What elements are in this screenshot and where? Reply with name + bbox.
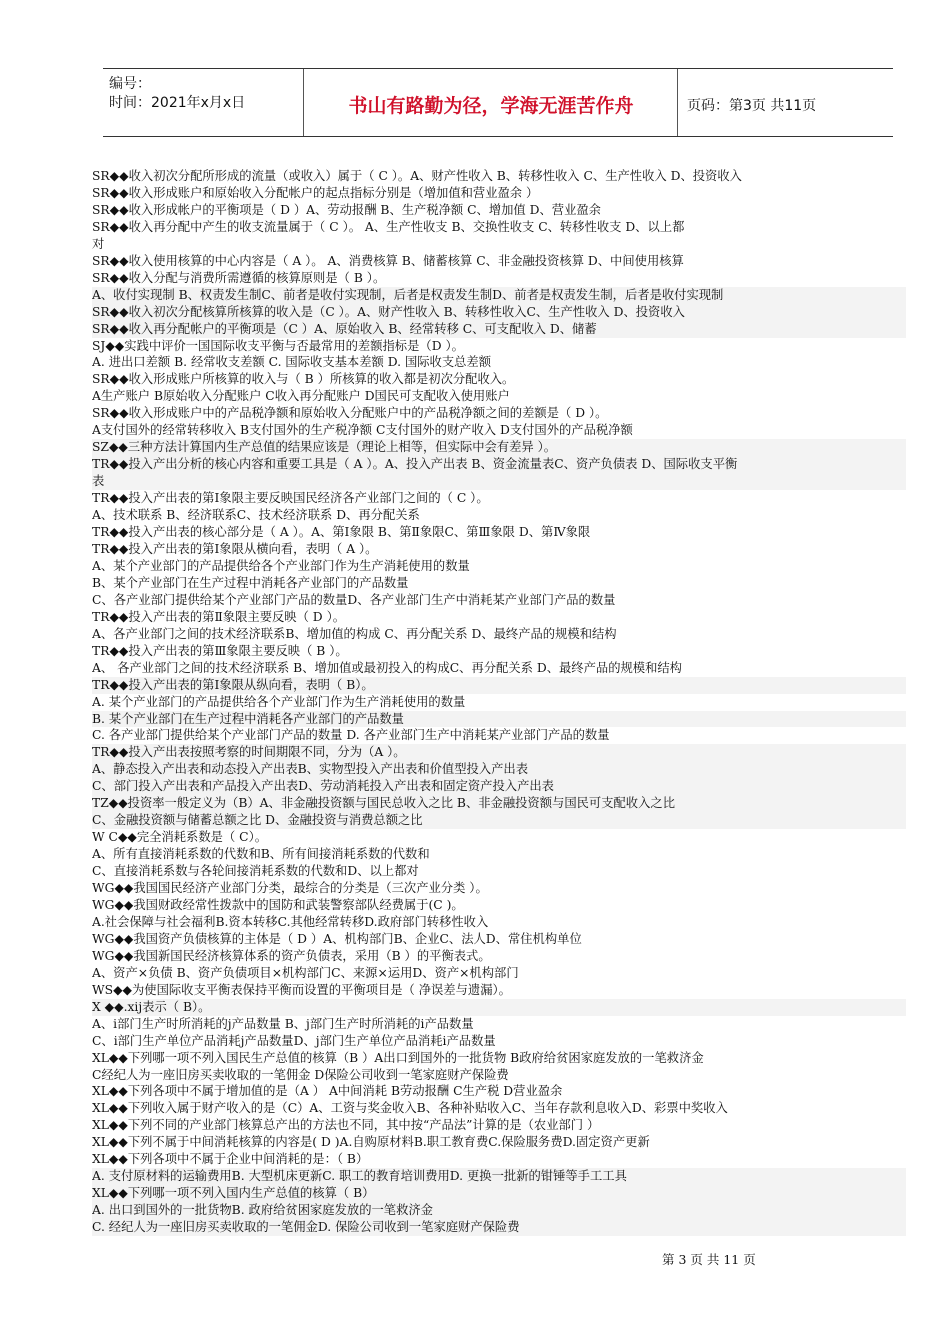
- text-line: WG◆◆我国财政经常性拨款中的国防和武装警察部队经费属于(C )。: [92, 897, 464, 912]
- text-line: SZ◆◆三种方法计算国内生产总值的结果应该是（理论上相等，但实际中会有差异 ）。: [92, 439, 906, 456]
- text-line: TR◆◆投入产出分析的核心内容和重要工具是（ A ）。A、投入产出表 B、资金流量表C、资产负债表 D、国际收支平衡: [92, 456, 906, 473]
- text-line: 对: [92, 236, 105, 251]
- text-line: WG◆◆我国资产负债核算的主体是（ D ）A、机构部门B、企业C、法人D、常住机构单位: [92, 931, 582, 946]
- text-line: WG◆◆我国国民经济产业部门分类，最综合的分类是（三次产业分类 ）。: [92, 881, 488, 896]
- text-line: TR◆◆投入产出表的第Ⅲ象限主要反映（ B ）。: [92, 643, 348, 658]
- text-line: SR◆◆收入形成帐户的平衡项是（ D ）A、劳动报酬 B、生产税净额 C、增加值 D、营业盈余: [92, 202, 601, 217]
- text-line: SR◆◆收入形成账户和原始收入分配帐户的起点指标分别是（增加值和营业盈余 ）: [92, 185, 539, 200]
- text-line: SR◆◆收入初次分配所形成的流量（或收入）属于（ C ）。A、财产性收入 B、转移性收入 C、生产性收入 D、投资收入: [92, 169, 742, 183]
- text-line: 表: [92, 473, 906, 490]
- text-line: SR◆◆收入分配与消费所需遵循的核算原则是（ B ）。: [92, 270, 386, 285]
- text-line: XL◆◆下列不同的产业部门核算总产出的方法也不同，其中按“产品法”计算的是（农业部门 ）: [92, 1118, 600, 1133]
- text-line: A、所有直接消耗系数的代数和B、所有间接消耗系数的代数和: [92, 847, 430, 862]
- text-line: TR◆◆投入产出表按照考察的时间期限不同，分为（A ）。: [92, 744, 906, 761]
- text-line: WS◆◆为使国际收支平衡表保持平衡而设置的平衡项目是（ 净误差与遗漏）。: [92, 982, 511, 997]
- text-line: A、资产×负债 B、资产负债项目×机构部门C、来源×运用D、资产×机构部门: [92, 965, 519, 980]
- text-line: TZ◆◆投资率一般定义为（B）A、非金融投资额与国民总收入之比 B、非金融投资额与国民可支配收入之比: [92, 795, 906, 812]
- text-line: A、某个产业部门的产品提供给各个产业部门作为生产消耗使用的数量: [92, 558, 470, 573]
- text-line: XL◆◆下列哪一项不列入国内生产总值的核算（ B）: [92, 1185, 906, 1202]
- text-line: A. 进出口差额 B. 经常收支差额 C. 国际收支基本差额 D. 国际收支总差额: [92, 355, 492, 370]
- text-line: TR◆◆投入产出表的第Ⅱ象限主要反映（ D ）。: [92, 609, 346, 624]
- text-line: SR◆◆收入形成账户所核算的收入与（ B ）所核算的收入都是初次分配收入。: [92, 372, 515, 387]
- text-line: TR◆◆投入产出表的第Ⅰ象限主要反映国民经济各产业部门之间的（ C ）。: [92, 491, 489, 506]
- text-line: B. 某个产业部门在生产过程中消耗各产业部门的产品数量: [92, 711, 906, 728]
- text-line: SR◆◆收入再分配中产生的收支流量属于（ C ）。 A、生产性收支 B、交换性收支 C、转移性收支 D、以上都: [92, 219, 685, 234]
- text-line: A. 支付原材料的运输费用B. 大型机床更新C. 职工的教育培训费用D. 更换一批新的钳锤等手工工具: [92, 1168, 906, 1185]
- text-line: C、部门投入产出表和产品投入产出表D、劳动消耗投入产出表和固定资产投入产出表: [92, 778, 906, 795]
- text-line: C、金融投资额与储蓄总额之比 D、金融投资与消费总额之比: [92, 812, 906, 829]
- text-line: A、i部门生产时所消耗的j产品数量 B、j部门生产时所消耗的i产品数量: [92, 1016, 474, 1031]
- text-line: C、i部门生产单位产品消耗j产品数量D、j部门生产单位产品消耗i产品数量: [92, 1033, 496, 1048]
- text-line: XL◆◆下列收入属于财产收入的是（C）A、工资与奖金收入B、各种补贴收入C、当年存款利息收入D、彩票中奖收入: [92, 1101, 728, 1116]
- header-meta: [109, 75, 245, 113]
- text-line: A、静态投入产出表和动态投入产出表B、实物型投入产出表和价值型投入产出表: [92, 761, 906, 778]
- text-line: B、某个产业部门在生产过程中消耗各产业部门的产品数量: [92, 575, 409, 590]
- header-divider: [677, 69, 678, 136]
- document-date-label: 时间：2021年x月x日: [109, 95, 246, 111]
- text-line: SR◆◆收入初次分配核算所核算的收入是（C ）。A、财产性收入 B、转移性收入C、生产性收入 D、投资收入: [92, 304, 906, 321]
- text-line: A、技术联系 B、经济联系C、技术经济联系 D、再分配关系: [92, 508, 420, 523]
- text-line: TR◆◆投入产出表的第Ⅰ象限从横向看，表明（ A ）。: [92, 541, 378, 556]
- text-line: A.社会保障与社会福利B.资本转移C.其他经常转移D.政府部门转移性收入: [92, 914, 489, 929]
- text-line: WG◆◆我国新国民经济核算体系的资产负债表，采用（B ）的平衡表式。: [92, 948, 491, 963]
- text-line: SJ◆◆实践中评价一国国际收支平衡与否最常用的差额指标是（D ）。: [92, 338, 464, 353]
- text-line: SR◆◆收入形成账户中的产品税净额和原始收入分配账户中的产品税净额之间的差额是（ D ）。: [92, 406, 608, 421]
- text-line: W C◆◆完全消耗系数是（ C）。: [92, 830, 268, 845]
- document-number-label: 编号：: [109, 76, 151, 92]
- text-line: A支付国外的经常转移收入 B支付国外的生产税净额 C支付国外的财产收入 D支付国外的产品税净额: [92, 423, 633, 438]
- text-line: C、直接消耗系数与各轮间接消耗系数的代数和D、以上都对: [92, 864, 419, 879]
- text-line: TR◆◆投入产出表的核心部分是（ A ）。A、第Ⅰ象限 B、第Ⅱ象限C、第Ⅲ象限 D、第Ⅳ象限: [92, 525, 591, 540]
- header-page-number: 页码：第3页 共11页: [687, 98, 817, 114]
- text-line: A. 出口到国外的一批货物B. 政府给贫困家庭发放的一笔救济金: [92, 1202, 906, 1219]
- text-line: A、各产业部门之间的技术经济联系B、增加值的构成 C、再分配关系 D、最终产品的规模和结构: [92, 626, 617, 641]
- header-motto: 书山有路勤为径，学海无涯苦作舟: [348, 95, 634, 117]
- text-line: A生产账户 B原始收入分配账户 C收入再分配账户 D国民可支配收入使用账户: [92, 389, 510, 404]
- text-line: C、各产业部门提供给某个产业部门产品的数量D、各产业部门生产中消耗某产业部门产品的数量: [92, 592, 616, 607]
- text-line: A. 某个产业部门的产品提供给各个产业部门作为生产消耗使用的数量: [92, 694, 466, 709]
- text-line: A、 各产业部门之间的技术经济联系 B、增加值或最初投入的构成C、再分配关系 D、最终产品的规模和结构: [92, 660, 682, 675]
- page-footer: 第 3 页 共 11 页: [662, 1252, 756, 1267]
- text-line: SR◆◆收入使用核算的中心内容是（ A ）。 A、消费核算 B、储蓄核算 C、非金融投资核算 D、中间使用核算: [92, 253, 684, 268]
- page-header: [103, 68, 893, 137]
- text-line: TR◆◆投入产出表的第Ⅰ象限从纵向看，表明（ B）。: [92, 677, 906, 694]
- text-line: C经纪人为一座旧房买卖收取的一笔佣金 D保险公司收到一笔家庭财产保险费: [92, 1067, 509, 1082]
- text-line: X ◆◆.xij表示（ B）。: [92, 999, 906, 1016]
- text-line: XL◆◆下列哪一项不列入国民生产总值的核算（B ）A出口到国外的一批货物 B政府给贫困家庭发放的一笔救济金: [92, 1050, 704, 1065]
- text-line: SR◆◆收入再分配帐户的平衡项是（C ）A、原始收入 B、经常转移 C、可支配收入 D、储蓄: [92, 321, 906, 338]
- text-line: XL◆◆下列不属于中间消耗核算的内容是( D )A.自购原材料B.职工教育费C.保险服务费D.固定资产更新: [92, 1135, 650, 1150]
- header-divider: [303, 69, 304, 136]
- text-line: XL◆◆下列各项中不属于企业中间消耗的是：（ B）: [92, 1152, 369, 1167]
- text-line: C. 经纪人为一座旧房买卖收取的一笔佣金D. 保险公司收到一笔家庭财产保险费: [92, 1219, 906, 1236]
- text-line: A、收付实现制 B、权责发生制C、前者是收付实现制，后者是权责发生制D、前者是权责发生制，后者是收付实现制: [92, 287, 906, 304]
- text-line: C. 各产业部门提供给某个产业部门产品的数量 D. 各产业部门生产中消耗某产业部门产品的数量: [92, 728, 610, 743]
- text-line: XL◆◆下列各项中不属于增加值的是（A ） A中间消耗 B劳动报酬 C生产税 D营业盈余: [92, 1084, 563, 1099]
- document-body: [92, 168, 906, 1236]
